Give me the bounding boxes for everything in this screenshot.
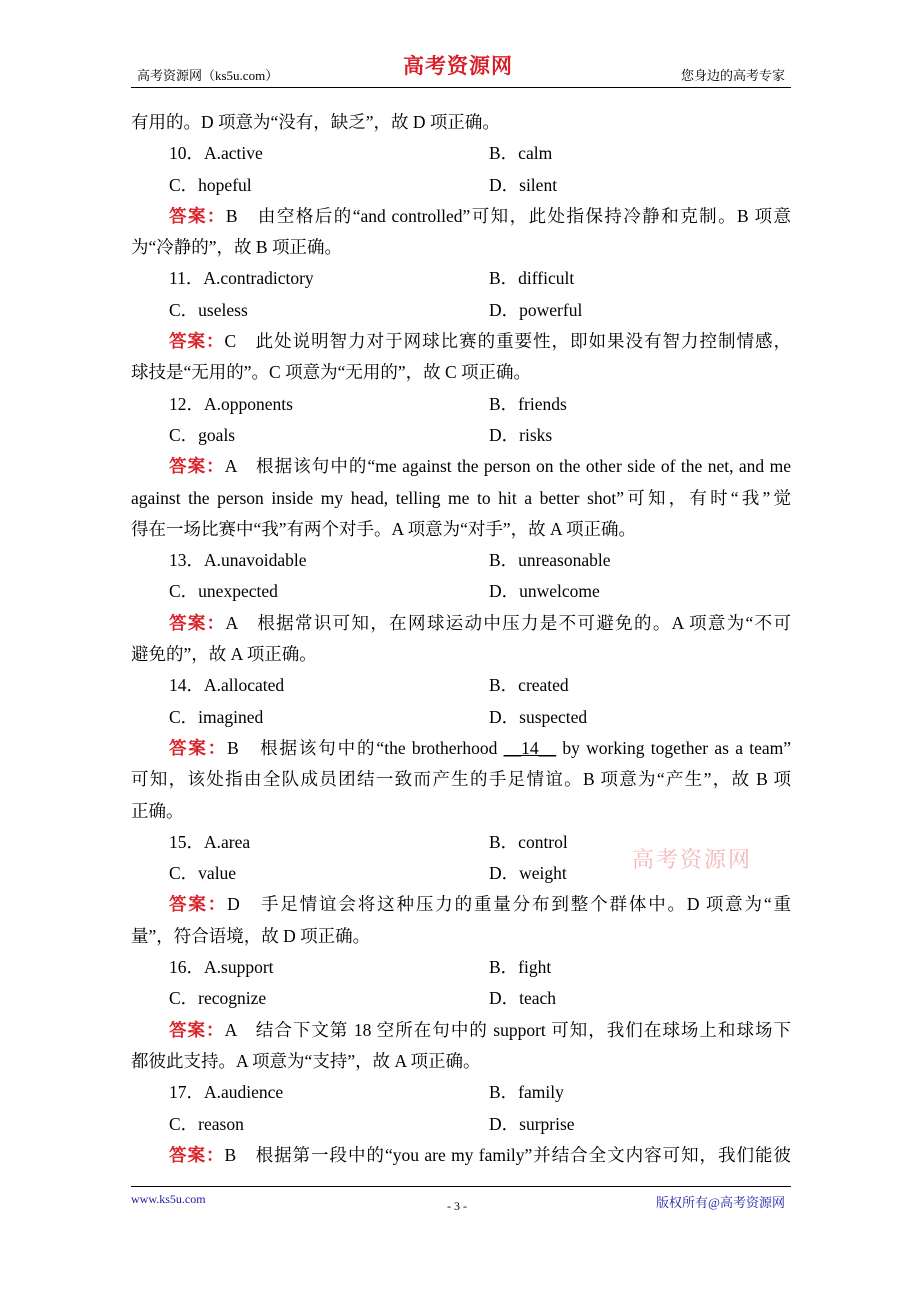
text-line xyxy=(131,764,791,795)
text-segment: against the person inside my head, telling me to hit a better shot”可知，有时“我”觉 xyxy=(131,487,791,508)
header-site-name: 高考资源网（ks5u.com） xyxy=(137,68,279,83)
option-left: 14．A.allocated xyxy=(169,675,285,696)
option-right: B．fight xyxy=(489,957,552,978)
text-line xyxy=(131,483,791,514)
option-row xyxy=(131,389,791,420)
option-right: D．weight xyxy=(489,863,567,884)
answer-line xyxy=(131,889,791,920)
text-line xyxy=(131,639,791,670)
text-segment: B 根据第一段中的“you are my family”并结合全文内容可知，我们能彼 xyxy=(224,1144,791,1165)
text-segment: 球技是“无用的”。C 项意为“无用的”，故 C 项正确。 xyxy=(131,362,532,383)
text-line xyxy=(131,107,791,138)
text-segment: by working together as a team” xyxy=(556,737,791,758)
text-segment: 可知，该处指由全队成员团结一致而产生的手足情谊。B 项意为“产生”，故 B 项 xyxy=(131,769,791,790)
option-right: B．unreasonable xyxy=(489,550,611,571)
answer-line xyxy=(131,1140,791,1171)
option-right: D．suspected xyxy=(489,706,588,727)
text-segment: D 手足情谊会将这种压力的重量分布到整个群体中。D 项意为“重 xyxy=(227,894,792,915)
footer-url[interactable]: www.ks5u.com xyxy=(131,1192,206,1206)
option-left: 16．A.support xyxy=(169,957,274,978)
watermark: 高考资源网 xyxy=(632,847,753,872)
option-row xyxy=(131,952,791,983)
answer-label: 答案： xyxy=(169,612,226,633)
text-segment: 都彼此支持。A 项意为“支持”，故 A 项正确。 xyxy=(131,1050,481,1071)
option-row xyxy=(131,170,791,201)
option-right: D．powerful xyxy=(489,299,583,320)
option-left: C．reason xyxy=(169,1113,244,1134)
option-left: C．useless xyxy=(169,299,248,320)
blank-number: __14__ xyxy=(503,737,557,758)
option-row xyxy=(131,983,791,1014)
option-left: C．imagined xyxy=(169,706,264,727)
document-body xyxy=(131,107,791,1171)
answer-label: 答案： xyxy=(169,205,226,226)
option-left: C．recognize xyxy=(169,988,267,1009)
answer-line xyxy=(131,201,791,232)
option-row xyxy=(131,670,791,701)
option-right: D．teach xyxy=(489,988,557,1009)
option-left: C．goals xyxy=(169,424,236,445)
option-row xyxy=(131,1109,791,1140)
option-right: B．control xyxy=(489,831,568,852)
option-row xyxy=(131,263,791,294)
answer-line xyxy=(131,451,791,482)
answer-line xyxy=(131,733,791,764)
text-segment: B 由空格后的“and controlled”可知，此处指保持冷静和克制。B 项意 xyxy=(225,205,792,226)
text-line xyxy=(131,514,791,545)
option-right: B．created xyxy=(489,675,569,696)
option-row xyxy=(131,576,791,607)
text-segment: A 根据该句中的“me against the person on the other side of the net, and me xyxy=(224,456,792,477)
text-segment: 避免的”，故 A 项正确。 xyxy=(131,644,317,665)
option-left: 10．A.active xyxy=(169,143,263,164)
option-row xyxy=(131,295,791,326)
answer-line xyxy=(131,326,791,357)
option-left: 17．A.audience xyxy=(169,1082,284,1103)
option-row xyxy=(131,420,791,451)
text-segment: B 根据该句中的“the brotherhood xyxy=(227,737,504,758)
page-footer xyxy=(131,1186,791,1217)
option-right: D．silent xyxy=(489,174,558,195)
option-right: D．unwelcome xyxy=(489,581,600,602)
header-slogan: 您身边的高考专家 xyxy=(680,68,785,83)
text-line xyxy=(131,357,791,388)
text-segment: 有用的。D 项意为“没有，缺乏”，故 D 项正确。 xyxy=(131,112,500,132)
answer-label: 答案： xyxy=(169,1144,225,1165)
option-right: D．risks xyxy=(489,424,553,445)
option-row xyxy=(131,702,791,733)
option-right: D．surprise xyxy=(489,1113,575,1134)
answer-label: 答案： xyxy=(169,331,225,352)
text-segment: 为“冷静的”，故 B 项正确。 xyxy=(131,237,342,258)
text-segment: A 根据常识可知，在网球运动中压力是不可避免的。A 项意为“不可 xyxy=(225,612,791,633)
answer-label: 答案： xyxy=(169,1019,225,1040)
option-left: 13．A.unavoidable xyxy=(169,550,307,571)
option-right: B．friends xyxy=(489,393,567,414)
answer-line xyxy=(131,608,791,639)
option-left: C．value xyxy=(169,863,237,884)
answer-label: 答案： xyxy=(169,737,228,758)
answer-label: 答案： xyxy=(169,456,225,477)
option-row xyxy=(131,1077,791,1108)
answer-label: 答案： xyxy=(169,894,228,915)
text-segment: 量”，符合语境，故 D 项正确。 xyxy=(131,925,371,946)
option-right: B．family xyxy=(489,1082,564,1103)
option-row xyxy=(131,138,791,169)
option-left: 15．A.area xyxy=(169,831,251,852)
answer-line xyxy=(131,1015,791,1046)
option-left: C．hopeful xyxy=(169,174,252,195)
text-line xyxy=(131,921,791,952)
option-right: B．difficult xyxy=(489,268,575,289)
text-segment: 正确。 xyxy=(131,800,184,821)
option-left: C．unexpected xyxy=(169,581,278,602)
text-line xyxy=(131,232,791,263)
option-left: 12．A.opponents xyxy=(169,393,293,414)
footer-copyright: 版权所有@高考资源网 xyxy=(656,1195,785,1210)
text-line xyxy=(131,796,791,827)
option-row xyxy=(131,545,791,576)
text-segment: 得在一场比赛中“我”有两个对手。A 项意为“对手”，故 A 项正确。 xyxy=(131,518,637,539)
header-logo: 高考资源网 xyxy=(403,54,513,78)
text-line xyxy=(131,1046,791,1077)
header-rule xyxy=(131,87,791,88)
option-right: B．calm xyxy=(489,143,553,164)
text-segment: C 此处说明智力对于网球比赛的重要性，即如果没有智力控制情感， xyxy=(224,331,791,352)
page-number: - 3 - xyxy=(447,1199,467,1213)
page-header xyxy=(131,48,791,88)
option-left: 11．A.contradictory xyxy=(169,268,314,289)
text-segment: A 结合下文第 18 空所在句中的 support 可知，我们在球场上和球场下 xyxy=(224,1019,791,1040)
